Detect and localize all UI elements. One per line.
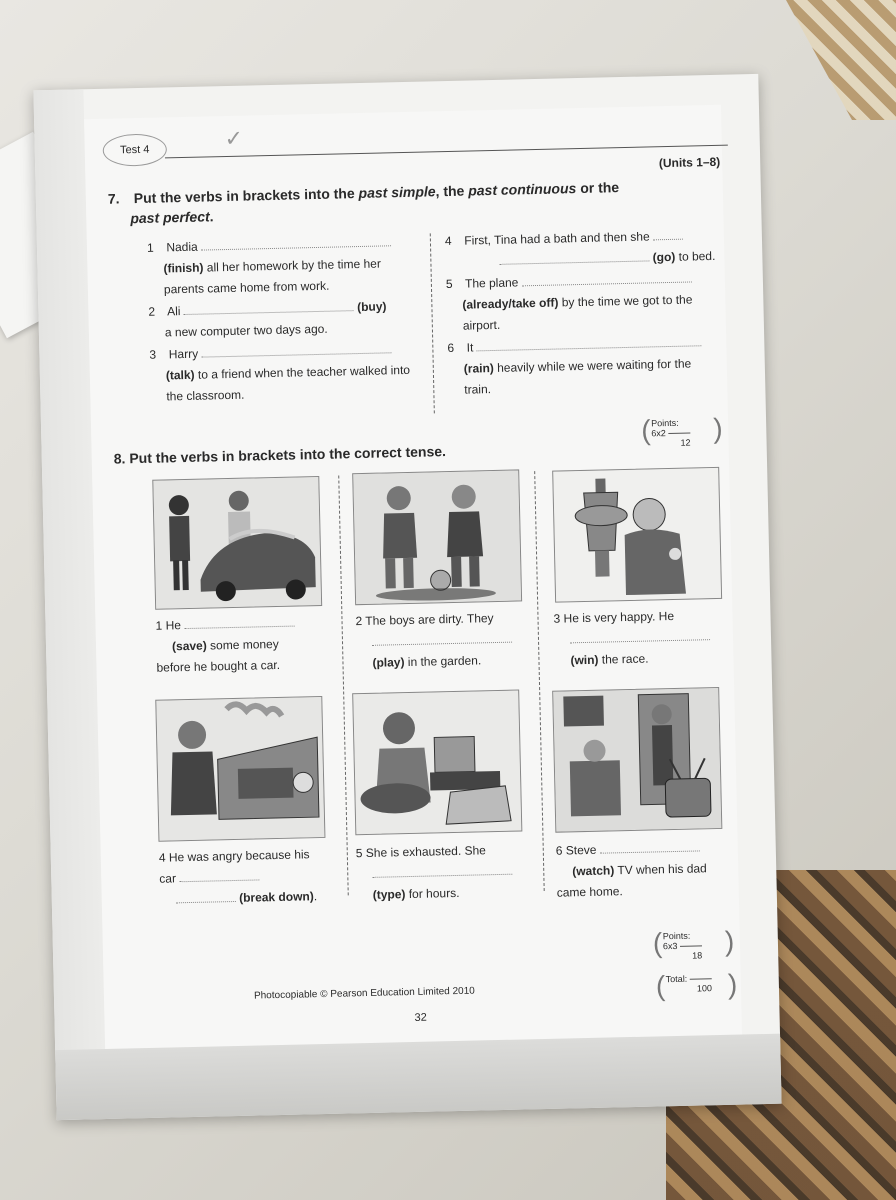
task7-comma: , (435, 183, 440, 200)
item-start: It (466, 340, 474, 355)
item-start: First, Tina had a bath and then she (464, 229, 650, 248)
points-label: Points: (651, 417, 679, 429)
fraction-line (668, 433, 690, 434)
item-start: Nadia (166, 239, 198, 255)
item-start: The plane (464, 275, 519, 291)
answer-blank-continued[interactable] (499, 250, 649, 264)
item-start: He (165, 618, 182, 633)
points-calc: 6x3 (662, 940, 678, 952)
copyright-footer: Photocopiable © Pearson Education Limited 2010 (253, 985, 475, 1002)
item-rest: TV when his dad came home. (556, 861, 707, 900)
item-start: The boys are dirty. They (365, 611, 494, 628)
item-verb: (already/take off) (462, 295, 559, 312)
answer-blank[interactable] (372, 632, 512, 646)
task8-points-box (652, 925, 735, 961)
units-label: (Units 1–8) (658, 154, 721, 171)
task7-title-text: Put the verbs in brackets into the (133, 185, 355, 207)
item-rest: the race. (601, 651, 649, 667)
item-number: 5 (355, 846, 363, 861)
test-label: Test 4 (102, 133, 167, 166)
points-calc: 6x2 (651, 428, 666, 439)
answer-blank[interactable] (522, 271, 692, 286)
task8-item-5 (356, 840, 517, 907)
item-number: 2 (355, 614, 363, 629)
task7-number: 7. (107, 190, 120, 207)
trophy-illustration (553, 468, 721, 602)
task8-item-3 (553, 605, 714, 672)
item-number: 6 (555, 843, 563, 858)
picture-man-buying-car (152, 476, 322, 610)
task7-item-6 (447, 332, 718, 401)
task8-item-2 (355, 608, 516, 675)
item-rest: to a friend when the teacher walked into the classroom. (166, 362, 411, 404)
answer-blank[interactable] (184, 616, 294, 629)
right-paren: ) (727, 968, 738, 1000)
item-number: 1 (155, 618, 163, 633)
points-total: 12 (680, 437, 691, 448)
item-verb: (win) (570, 652, 599, 668)
task7-left-column (147, 232, 421, 409)
item-rest: for hours. (408, 885, 460, 902)
item-number: 2 (148, 304, 156, 319)
typing-woman-illustration (353, 691, 521, 835)
item-rest: to bed. (678, 248, 716, 264)
points-label: Points: (662, 930, 691, 942)
item-verb: (buy) (356, 299, 387, 315)
item-start: He was angry because his car (159, 847, 310, 886)
item-verb: (break down) (238, 889, 314, 905)
task7-points-box (640, 412, 723, 449)
item-verb: (rain) (463, 360, 494, 376)
item-rest: all her homework by the time her parents came home from work. (163, 256, 382, 297)
picture-boy-watching-tv (552, 687, 722, 833)
item-rest: a new computer two days ago. (164, 321, 328, 340)
item-start: Steve (565, 842, 597, 858)
broken-car-illustration (156, 697, 324, 841)
item-number: 3 (553, 611, 561, 626)
item-start: Harry (168, 346, 199, 362)
task7-item-3 (149, 339, 420, 408)
task7-or: or the (580, 179, 620, 196)
left-paren: ( (652, 927, 663, 959)
task8-number: 8. (113, 450, 126, 467)
item-verb: (play) (372, 655, 405, 670)
right-paren: ) (724, 925, 735, 957)
answer-blank[interactable] (179, 869, 259, 882)
fraction-line (690, 978, 712, 979)
task8-title-text: Put the verbs in brackets into the correct tense. (129, 443, 447, 467)
points-total: 18 (692, 950, 703, 961)
task7-item-2 (148, 296, 419, 344)
picture-man-with-trophy (552, 467, 722, 603)
task7-period: . (209, 208, 214, 225)
fraction-line (680, 946, 702, 947)
page-number: 32 (414, 1011, 427, 1024)
task8-item-4 (159, 844, 320, 911)
task7-right-column (445, 225, 719, 402)
task7-the: the (443, 182, 465, 200)
answer-blank-continued[interactable] (176, 891, 236, 903)
tense-past-perfect: past perfect (130, 208, 210, 227)
answer-blank[interactable] (570, 629, 710, 643)
car-illustration (153, 477, 321, 609)
item-rest: heavily while we were waiting for the train. (464, 356, 692, 397)
left-paren: ( (655, 970, 666, 1002)
item-verb: (finish) (163, 260, 204, 276)
item-rest: in the garden. (407, 653, 482, 670)
answer-blank[interactable] (477, 335, 702, 351)
tv-illustration (553, 688, 721, 832)
boys-illustration (353, 470, 521, 604)
item-number: 5 (445, 276, 453, 292)
item-start: She is exhausted. She (365, 843, 487, 861)
task7-item-5 (446, 268, 717, 337)
picture-exhausted-woman (352, 689, 522, 835)
worksheet-page (33, 74, 781, 1120)
item-verb: (save) (171, 638, 207, 654)
item-start: Ali (166, 304, 181, 319)
task7-item-4 (445, 225, 716, 273)
item-number: 4 (444, 233, 452, 249)
picture-dirty-boys (352, 469, 522, 605)
right-paren: ) (712, 412, 723, 445)
item-number: 3 (149, 347, 157, 362)
answer-blank[interactable] (201, 342, 391, 357)
item-verb: (watch) (572, 863, 615, 879)
task7-item-1 (147, 232, 418, 301)
tense-past-simple: past simple (358, 183, 436, 202)
total-max: 100 (696, 983, 713, 994)
item-rest: by the time we got to the airport. (462, 292, 693, 333)
answer-blank[interactable] (653, 229, 683, 241)
item-verb: (type) (372, 887, 406, 902)
item-rest: . (313, 889, 318, 904)
task8-item-6 (556, 837, 717, 904)
answer-blank[interactable] (600, 840, 700, 853)
answer-blank[interactable] (201, 235, 391, 250)
item-rest: some money before he bought a car. (156, 636, 281, 675)
item-number: 6 (447, 340, 455, 356)
pencil-check-mark: ✓ (224, 125, 244, 152)
item-number: 1 (146, 240, 154, 255)
picture-broken-car (155, 696, 325, 842)
left-paren: ( (640, 414, 651, 446)
total-points-box (655, 968, 738, 1002)
task8-item-1 (155, 612, 316, 679)
item-start: He is very happy. He (563, 608, 675, 626)
answer-blank[interactable] (184, 300, 354, 315)
item-verb: (go) (652, 249, 676, 265)
tense-past-continuous: past continuous (468, 180, 577, 199)
item-number: 4 (158, 850, 166, 865)
item-verb: (talk) (165, 367, 195, 383)
total-label: Total: (665, 973, 688, 985)
answer-blank[interactable] (372, 864, 512, 878)
